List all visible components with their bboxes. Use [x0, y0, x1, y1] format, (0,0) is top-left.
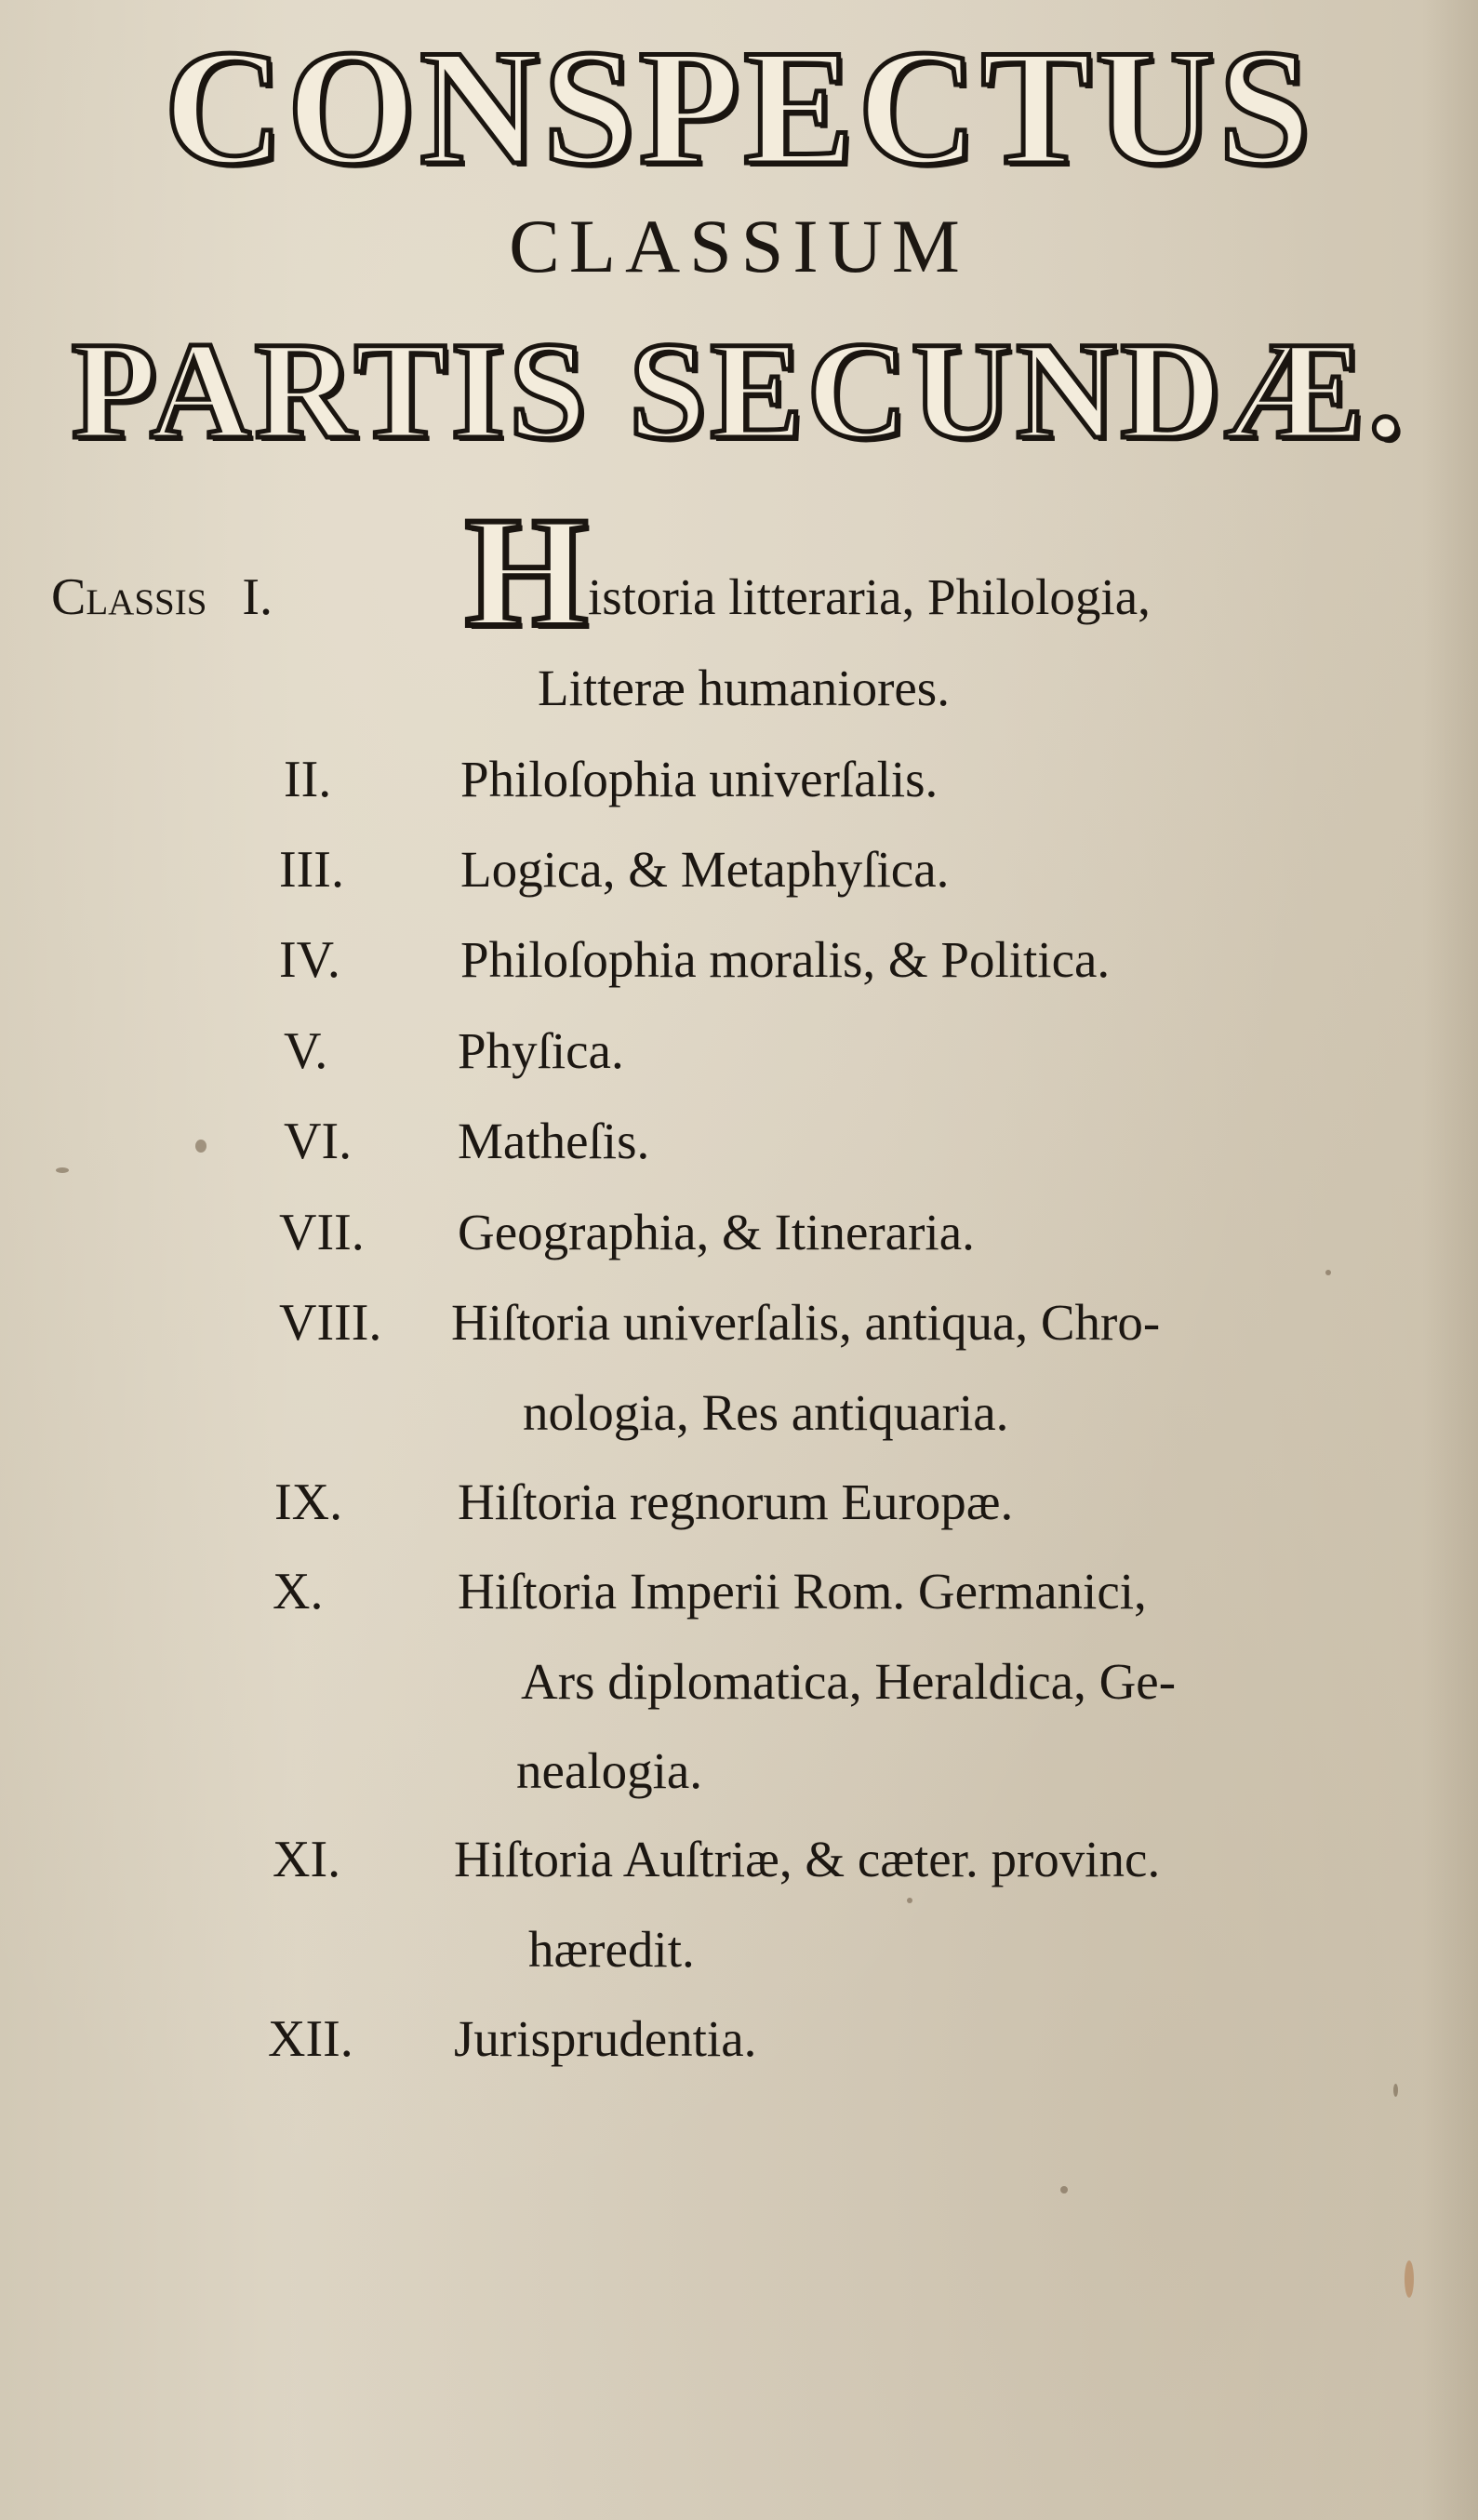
classis-word: Classis	[51, 568, 207, 626]
paper-speck	[1060, 2186, 1068, 2193]
class-9-line-1: Hiſtoria regnorum Europæ.	[458, 1473, 1014, 1530]
class-1-numeral: I.	[242, 568, 273, 626]
class-4-numeral: IV.	[279, 931, 340, 989]
class-11-line-1: Hiſtoria Auſtriæ, & cæter. provinc.	[454, 1831, 1161, 1887]
class-1-line-1: istoria litteraria, Philologia,	[588, 568, 1151, 625]
class-1-line-2: Litteræ humaniores.	[538, 660, 950, 716]
title-classium: CLASSIUM	[509, 204, 969, 288]
class-6-numeral: VI.	[284, 1113, 353, 1170]
class-8-line-2: nologia, Res antiquaria.	[523, 1384, 1009, 1441]
title-partis-secundae: PARTIS SECUNDÆ.	[71, 313, 1407, 468]
class-11-line-2: hæredit.	[528, 1921, 695, 1978]
class-10-line-3: nealogia.	[516, 1742, 703, 1799]
class-7-line-1: Geographia, & Itineraria.	[458, 1204, 975, 1260]
title-conspectus: CONSPECTUS	[164, 15, 1314, 199]
paper-speck	[56, 1167, 69, 1173]
paper-speck	[907, 1898, 912, 1903]
class-6-line-1: Matheſis.	[458, 1113, 650, 1169]
class-11-numeral: XI.	[273, 1831, 341, 1888]
class-8-numeral: VIII.	[279, 1294, 382, 1352]
paper-speck	[1325, 1270, 1331, 1275]
class-9-numeral: IX.	[274, 1473, 343, 1531]
paper-speck	[1393, 2084, 1398, 2097]
class-2-line-1: Philoſophia univerſalis.	[460, 751, 939, 807]
class-3-line-1: Logica, & Metaphyſica.	[460, 841, 950, 898]
class-5-numeral: V.	[284, 1022, 328, 1080]
class-5-line-1: Phyſica.	[458, 1022, 624, 1079]
class-3-numeral: III.	[279, 841, 344, 899]
class-7-numeral: VII.	[279, 1204, 365, 1261]
class-10-line-2: Ars diplomatica, Heraldica, Ge-	[521, 1653, 1177, 1710]
class-8-line-1: Hiſtoria univerſalis, antiqua, Chro-	[451, 1294, 1161, 1351]
class-4-line-1: Philoſophia moralis, & Politica.	[460, 931, 1111, 988]
class-2-numeral: II.	[284, 751, 332, 808]
class-10-numeral: X.	[273, 1563, 324, 1620]
paper-speck	[195, 1140, 206, 1153]
class-12-numeral: XII.	[268, 2010, 353, 2068]
classis-label	[51, 567, 273, 627]
class-10-line-1: Hiſtoria Imperii Rom. Germanici,	[458, 1563, 1147, 1620]
class-12-line-1: Jurisprudentia.	[454, 2010, 757, 2067]
decorated-initial-h: H	[465, 485, 589, 660]
paper-speck	[1405, 2260, 1414, 2298]
